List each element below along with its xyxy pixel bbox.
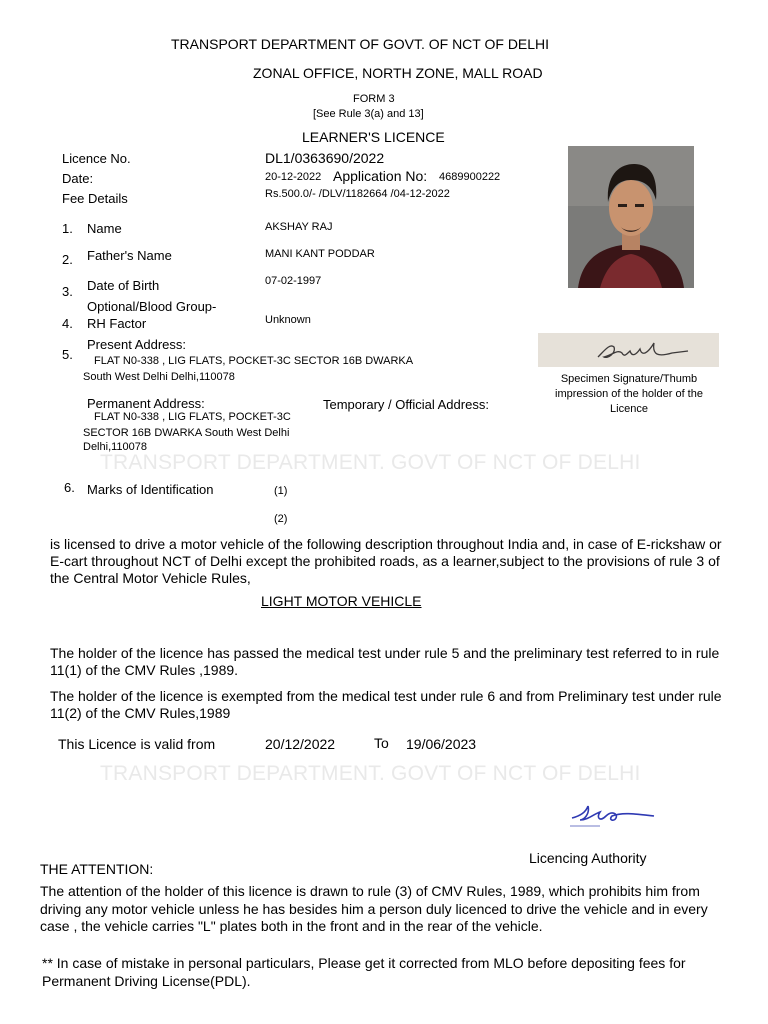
item-number-1: 1. (62, 221, 73, 236)
item-number-4: 4. (62, 316, 73, 331)
application-label: Application No: (333, 168, 428, 184)
valid-to-date: 19/06/2023 (406, 736, 477, 752)
permanent-address-line1: FLAT N0-338 , LIG FLATS, POCKET-3C (94, 411, 291, 423)
present-address-line2: South West Delhi Delhi,110078 (83, 371, 235, 383)
name-label: Name (87, 221, 122, 236)
item-number-2: 2. (62, 252, 73, 267)
form-number: FORM 3 (353, 93, 395, 105)
attention-text: The attention of the holder of this licence is drawn to rule (3) of CMV Rules, 1989, which prohibits him from driving any motor vehicle unless he has besides him a person duly licenced to drive the vehicle and in every case , the vehicle carries "L" plates both in the front and in the rear of the vehicle. (40, 883, 708, 934)
father-name-label: Father's Name (87, 248, 172, 263)
marks-label: Marks of Identification (87, 482, 214, 497)
attention-note: ** In case of mistake in personal particulars, Please get it corrected from MLO before depositing fees for Permanent Driving License(PDL). (42, 955, 686, 989)
department-title: TRANSPORT DEPARTMENT OF GOVT. OF NCT OF DELHI (171, 36, 550, 52)
temporary-address-label: Temporary / Official Address: (323, 397, 489, 412)
document-title: LEARNER'S LICENCE (302, 129, 445, 145)
licensed-statement: is licensed to drive a motor vehicle of the following description throughout India and, in case of E-rickshaw or E-cart throughout NCT of Delhi except the prohibited roads, as a learner,subject to the provisions of rule 3 of the Central Motor Vehicle Rules, (50, 536, 722, 586)
valid-to-label: To (374, 735, 389, 751)
signature-icon (538, 333, 719, 367)
date-label: Date: (62, 171, 94, 186)
mark-2: (2) (274, 513, 288, 525)
person-photo-icon (568, 146, 694, 288)
licencing-authority: Licencing Authority (529, 850, 647, 866)
attention-title: THE ATTENTION: (40, 861, 154, 877)
medical-exempt-statement: The holder of the licence is exempted from the medical test under rule 6 and from Preliminary test under rule 11(2) of the CMV Rules,1989 (50, 688, 722, 721)
authority-signature-icon (566, 798, 660, 830)
permanent-address-line2: SECTOR 16B DWARKA South West Delhi (83, 427, 290, 439)
item-number-3: 3. (62, 284, 73, 299)
licence-no-label: Licence No. (62, 151, 131, 166)
licence-no: DL1/0363690/2022 (265, 150, 385, 166)
fee-details: Rs.500.0/- /DLV/1182664 /04-12-2022 (265, 188, 450, 200)
zonal-office: ZONAL OFFICE, NORTH ZONE, MALL ROAD (253, 65, 543, 81)
signature-caption: Specimen Signature/Thumb impression of the holder of the Licence (555, 373, 703, 415)
item-number-6: 6. (64, 480, 75, 495)
issue-date: 20-12-2022 (265, 171, 322, 183)
application-no: 4689900222 (439, 171, 501, 183)
dob-label: Date of Birth (87, 278, 160, 293)
authority-signature (566, 798, 660, 830)
present-address-line1: FLAT N0-338 , LIG FLATS, POCKET-3C SECTOR 16B DWARKA (94, 355, 414, 367)
rh-factor-label: RH Factor (87, 316, 147, 331)
vehicle-class: LIGHT MOTOR VEHICLE (261, 593, 422, 609)
blood-group-value: Unknown (265, 314, 311, 326)
father-name: MANI KANT PODDAR (265, 248, 375, 260)
mark-1: (1) (274, 485, 288, 497)
watermark-bottom: TRANSPORT DEPARTMENT. GOVT OF NCT OF DELHI (100, 762, 641, 785)
permanent-address-label: Permanent Address: (87, 396, 205, 411)
holder-photo (568, 146, 694, 288)
watermark-top: TRANSPORT DEPARTMENT. GOVT OF NCT OF DELHI (100, 451, 641, 474)
fee-label: Fee Details (62, 191, 128, 206)
rule-reference: [See Rule 3(a) and 13] (313, 108, 424, 120)
blood-group-label: Optional/Blood Group- (87, 299, 217, 314)
date-of-birth: 07-02-1997 (265, 275, 322, 287)
valid-from-date: 20/12/2022 (265, 736, 336, 752)
present-address-label: Present Address: (87, 337, 186, 352)
medical-passed-statement: The holder of the licence has passed the medical test under rule 5 and the preliminary test referred to in rule 11(1) of the CMV Rules ,1989. (50, 645, 720, 678)
permanent-address-line3: Delhi,110078 (83, 441, 148, 453)
holder-name: AKSHAY RAJ (265, 221, 333, 233)
item-number-5: 5. (62, 347, 73, 362)
holder-signature (538, 333, 719, 367)
valid-from-label: This Licence is valid from (58, 736, 216, 752)
